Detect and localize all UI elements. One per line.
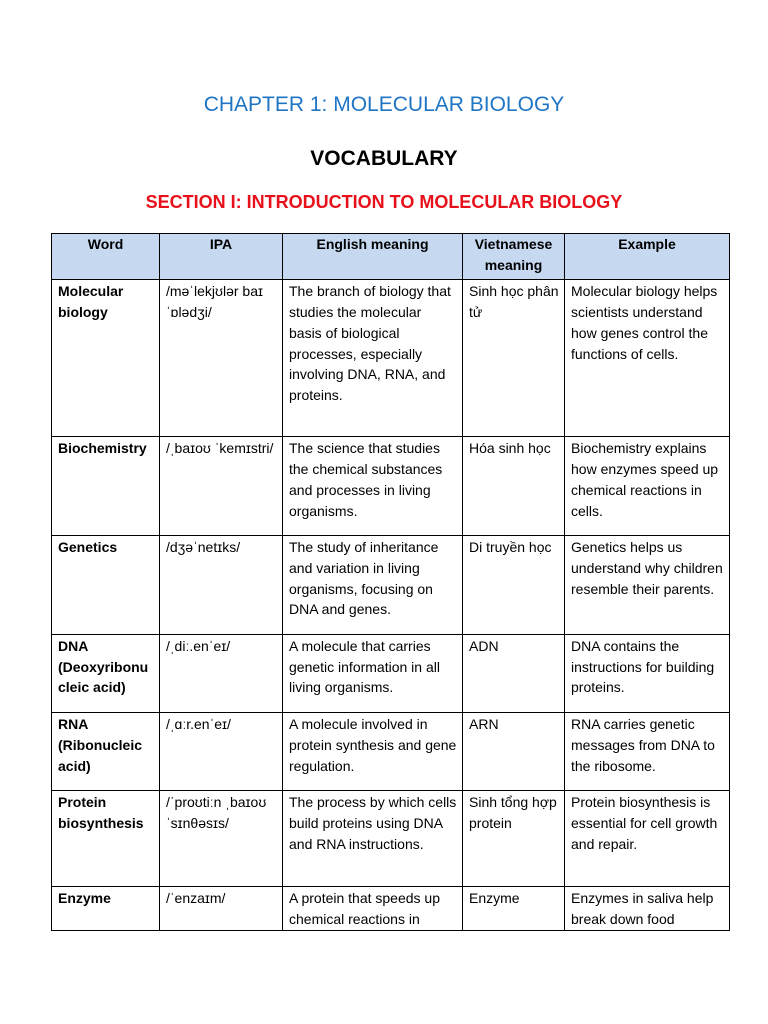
cell-vietnamese: Di truyền học bbox=[463, 536, 565, 635]
cell-ipa: /ˈproʊtiːn ˌbaɪoʊ ˈsɪnθəsɪs/ bbox=[160, 791, 283, 887]
cell-example: Genetics helps us understand why children resemble their parents. bbox=[565, 536, 730, 635]
table-row bbox=[52, 713, 730, 791]
cell-vietnamese: Enzyme bbox=[463, 887, 565, 930]
header-example: Example bbox=[565, 234, 730, 280]
cell-english: A protein that speeds up chemical reactions in bbox=[283, 887, 463, 930]
cell-vietnamese: Hóa sinh học bbox=[463, 437, 565, 536]
vocabulary-table bbox=[51, 233, 730, 931]
table-header-row bbox=[52, 234, 730, 280]
cell-vietnamese: ADN bbox=[463, 635, 565, 713]
cell-example: Protein biosynthesis is essential for cell growth and repair. bbox=[565, 791, 730, 887]
cell-word: Genetics bbox=[52, 536, 160, 635]
cell-word: RNA (Ribonucleic acid) bbox=[52, 713, 160, 791]
table-row bbox=[52, 635, 730, 713]
cell-vietnamese: Sinh tổng hợp protein bbox=[463, 791, 565, 887]
header-english-meaning: English meaning bbox=[283, 234, 463, 280]
header-vietnamese-meaning: Vietnamese meaning bbox=[463, 234, 565, 280]
cell-english: The study of inheritance and variation in living organisms, focusing on DNA and genes. bbox=[283, 536, 463, 635]
header-word: Word bbox=[52, 234, 160, 280]
cell-english: The science that studies the chemical substances and processes in living organisms. bbox=[283, 437, 463, 536]
cell-ipa: /ˌɑːr.enˈeɪ/ bbox=[160, 713, 283, 791]
cell-word: Biochemistry bbox=[52, 437, 160, 536]
vocabulary-title: VOCABULARY bbox=[310, 147, 458, 170]
cell-english: A molecule involved in protein synthesis and gene regulation. bbox=[283, 713, 463, 791]
cell-example: DNA contains the instructions for building proteins. bbox=[565, 635, 730, 713]
table-row bbox=[52, 536, 730, 635]
cell-english: The branch of biology that studies the molecular basis of biological processes, especially involving DNA, RNA, and proteins. bbox=[283, 280, 463, 437]
cell-word: DNA (Deoxyribonucleic acid) bbox=[52, 635, 160, 713]
cell-word: Molecular biology bbox=[52, 280, 160, 437]
cell-ipa: /ˌbaɪoʊ ˈkemɪstri/ bbox=[160, 437, 283, 536]
chapter-title: CHAPTER 1: MOLECULAR BIOLOGY bbox=[203, 93, 565, 116]
cell-english: A molecule that carries genetic information in all living organisms. bbox=[283, 635, 463, 713]
header-ipa: IPA bbox=[160, 234, 283, 280]
cell-ipa: /dʒəˈnetɪks/ bbox=[160, 536, 283, 635]
cell-example: RNA carries genetic messages from DNA to the ribosome. bbox=[565, 713, 730, 791]
table-row bbox=[52, 791, 730, 887]
cell-ipa: /məˈlekjʊlər baɪ ˈɒlədʒi/ bbox=[160, 280, 283, 437]
cell-word: Protein biosynthesis bbox=[52, 791, 160, 887]
cell-vietnamese: Sinh học phân tử bbox=[463, 280, 565, 437]
cell-vietnamese: ARN bbox=[463, 713, 565, 791]
table-row bbox=[52, 437, 730, 536]
cell-ipa: /ˈenzaɪm/ bbox=[160, 887, 283, 930]
cell-ipa: /ˌdiː.enˈeɪ/ bbox=[160, 635, 283, 713]
cell-word: Enzyme bbox=[52, 887, 160, 930]
cell-example: Biochemistry explains how enzymes speed up chemical reactions in cells. bbox=[565, 437, 730, 536]
table-row bbox=[52, 887, 730, 930]
cell-example: Molecular biology helps scientists understand how genes control the functions of cells. bbox=[565, 280, 730, 437]
cell-english: The process by which cells build proteins using DNA and RNA instructions. bbox=[283, 791, 463, 887]
cell-example: Enzymes in saliva help break down food bbox=[565, 887, 730, 930]
table-row bbox=[52, 280, 730, 437]
section-title: SECTION I: INTRODUCTION TO MOLECULAR BIOLOGY bbox=[145, 192, 623, 212]
